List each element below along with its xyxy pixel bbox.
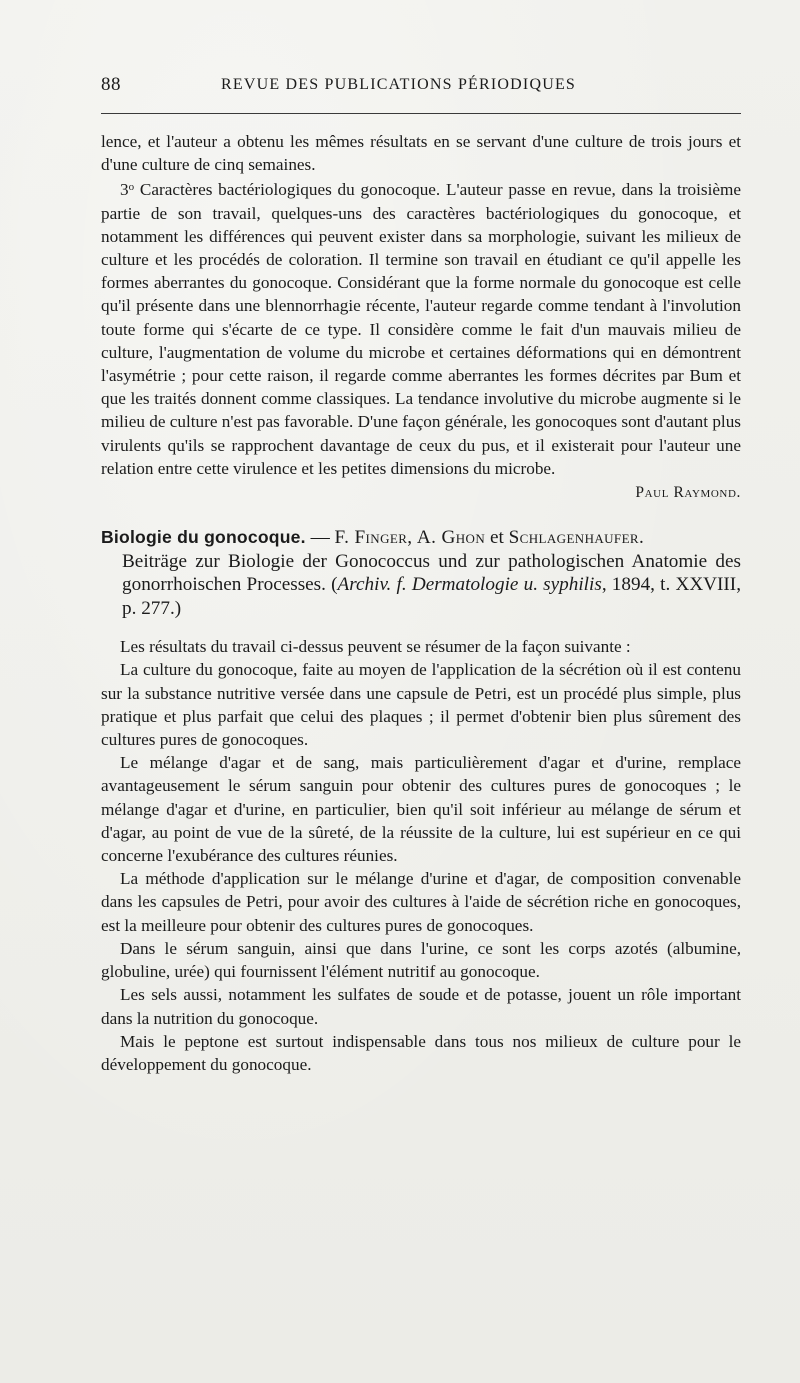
author-schlagenhaufer: Schlagenhaufer	[508, 527, 639, 549]
journal-name: Archiv. f. Dermatologie u. syphilis	[337, 574, 602, 596]
heading-dash: —	[305, 527, 335, 549]
review1-continuation-paragraph: lence, et l'auteur a obtenu les mêmes résultats en se servant d'une culture de trois jours et d'une culture de cinq semaines.	[101, 132, 741, 175]
page-header	[101, 72, 741, 102]
citation-open: (	[325, 574, 338, 596]
review2-paragraph: Le mélange d'agar et de sang, mais particulièrement d'agar et d'urine, remplace avantageusement le sérum sanguin pour obtenir des cultures pures de gonocoques ; le mélange d'agar et d'urine, en particulier, bien qu'il soit inférieur au mélange de sérum et d'agar, au point de vue de la sûreté, de la réussite de la culture, lui est supérieur en ce qui concerne l'exubérance des cultures réunies.	[101, 753, 741, 866]
authors-end: .	[638, 527, 644, 549]
german-title: Beiträge zur Biologie der Gonococcus und zur pathologischen Anatomie des gonorrhoischen Processes.	[122, 550, 741, 596]
review2-paragraph: Dans le sérum sanguin, ainsi que dans l'urine, ce sont les corps azotés (albumine, globuline, urée) qui fournissent l'élément nutritif au gonocoque.	[101, 938, 741, 982]
author-ghon: A. Ghon	[416, 527, 486, 549]
section-number: 3	[120, 180, 129, 200]
author-finger: F. Finger	[334, 527, 408, 549]
review2-paragraph: Les sels aussi, notamment les sulfates de soude et de potasse, jouent un rôle important dans la nutrition du gonocoque.	[101, 985, 741, 1028]
ordinal-superscript: o	[128, 181, 135, 194]
review2-paragraph: La culture du gonocoque, faite au moyen de l'application de la sécrétion où il est contenu sur la substance nutritive versée dans une capsule de Petri, est un procédé plus simple, plus pratique et plus parfait que celui des plaques ; il permet d'obtenir bien plus sûrement des cultures pures de gonocoques.	[101, 660, 741, 750]
author-separator: ,	[407, 527, 417, 549]
german-title-citation	[101, 550, 741, 621]
review2-paragraph: Les résultats du travail ci-dessus peuvent se résumer de la façon suivante :	[120, 637, 631, 657]
review2-paragraph: Mais le peptone est surtout indispensable dans tous nos milieux de culture pour le développement du gonocoque.	[101, 1031, 741, 1074]
running-title: REVUE DES PUBLICATIONS PÉRIODIQUES	[221, 76, 577, 93]
citation-details: , 1894, t. XXVIII, p. 277.)	[122, 574, 741, 619]
review1-paragraph-3	[101, 176, 741, 480]
header-rule	[101, 113, 741, 114]
review2-heading	[101, 526, 741, 620]
page-number: 88	[101, 74, 121, 95]
author-separator: et	[485, 527, 509, 549]
review1-signature: Paul Raymond.	[635, 484, 741, 502]
review2-title: Biologie du gonocoque.	[101, 527, 306, 548]
review1-paragraph-3-text: Caractères bactériologiques du gonocoque. L'auteur passe en revue, dans la troisième partie de son travail, quelques-uns des caractères bactériologiques du gonocoque, et notamment les différences qui peuvent exister dans sa morphologie, suivant les milieux de culture et les procédés de coloration. Il termine son travail en étudiant ce qu'il appelle les formes aberrantes du gonocoque. Considérant que la forme normale du gonocoque est celle qu'il présente dans une blennorrhagie récente, l'auteur regarde comme tendant à l'involution toute forme qui s'écarte de ce type. Il considère comme le fait d'un mauvais milieu de culture, l'augmentation de volume du microbe et certaines déformations qui en démontrent l'asymétrie ; pour cette raison, il regarde comme aberrantes les formes décrites par Bum et que les traités donnent comme classiques. La tendance involutive du microbe augmente si le milieu de culture n'est pas favorable. D'une façon générale, les gonocoques sont d'autant plus virulents qu'ils se rapprochent davantage de ceux du pus, et il existerait pour l'auteur une relation entre cette virulence et les petites dimensions du microbe.	[101, 180, 741, 478]
page-body	[101, 130, 741, 1076]
review2-paragraph: La méthode d'application sur le mélange d'urine et d'agar, de composition convenable dans les capsules de Petri, pour avoir des cultures à l'aide de sécrétion riche en gonocoques, est la meilleure pour obtenir des cultures pures de gonocoques.	[101, 869, 741, 935]
